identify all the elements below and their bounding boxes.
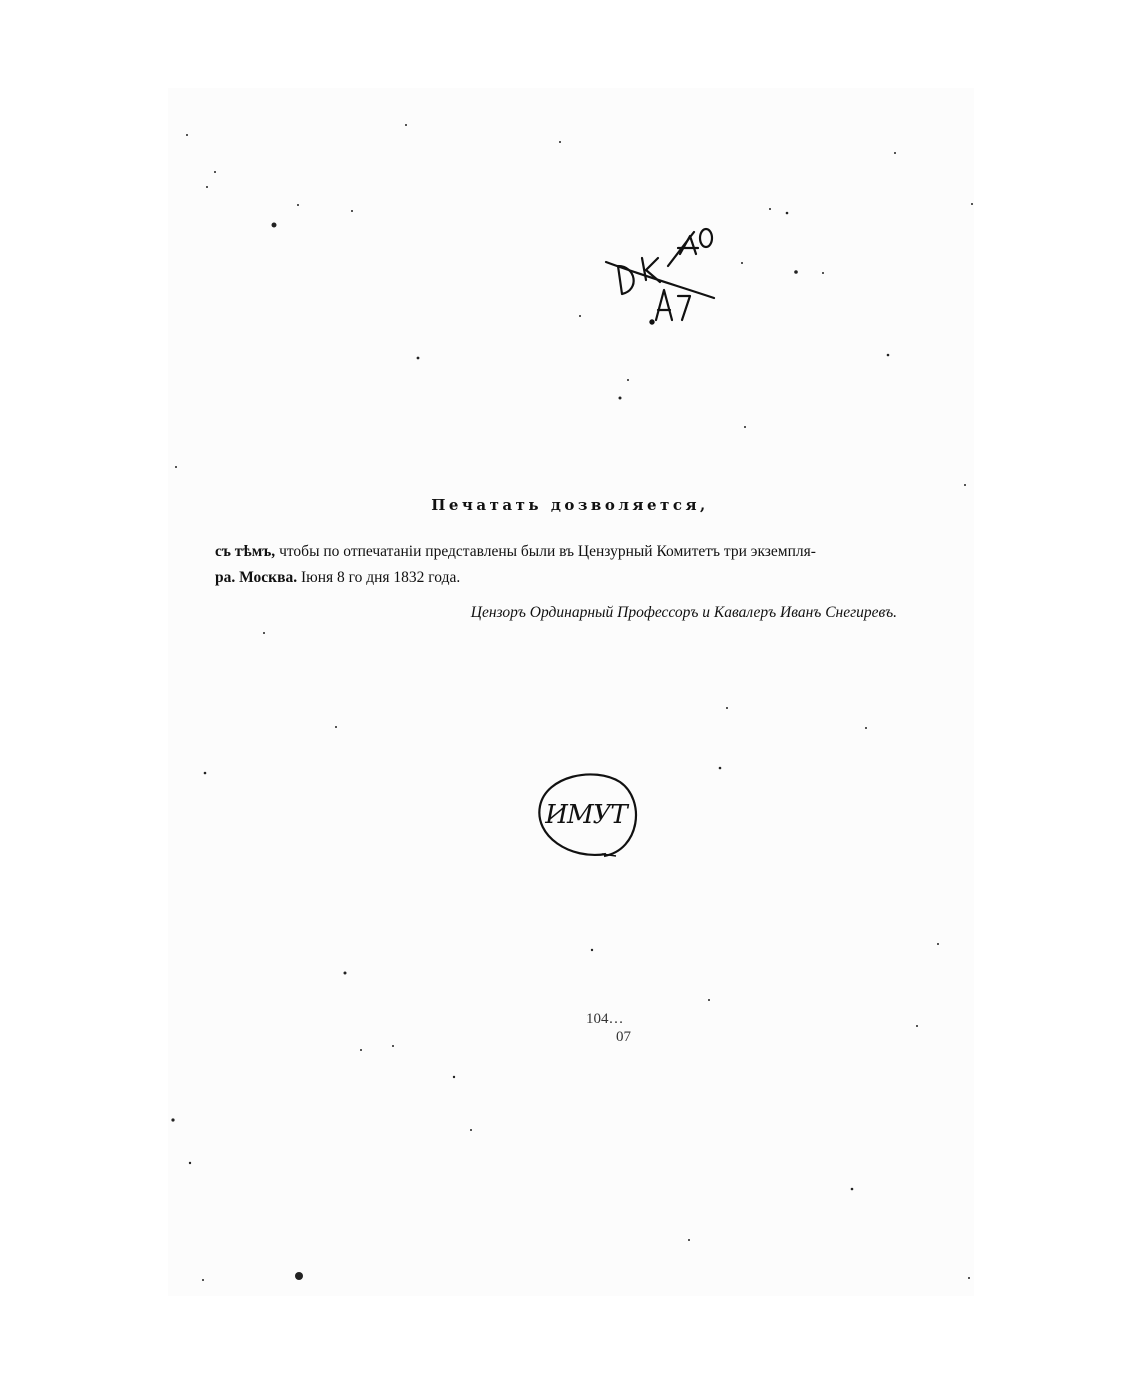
approval-body xyxy=(215,539,937,591)
stamp-text: ИМУТ xyxy=(545,800,627,830)
library-stamp xyxy=(530,770,642,862)
approval-lead: съ тѣмъ, xyxy=(215,543,276,560)
inventory-number xyxy=(586,1010,631,1046)
inventory-line-2: 07 xyxy=(616,1029,631,1045)
approval-place: ра. Москва. xyxy=(215,569,298,586)
approval-date: Іюня 8 го дня 1832 года. xyxy=(297,569,461,586)
censor-signature: Цензоръ Ординарный Профессоръ и Кавалеръ Иванъ Снегиревъ. xyxy=(470,604,897,621)
inventory-line-1: 104… xyxy=(586,1011,624,1027)
handwritten-shelfmark xyxy=(598,216,728,336)
approval-text: чтобы по отпечатаніи представлены были въ Цензурный Комитетъ три экземпля- xyxy=(275,543,816,560)
document-page xyxy=(168,88,974,1296)
approval-title: Печатать дозволяется, xyxy=(431,496,709,514)
